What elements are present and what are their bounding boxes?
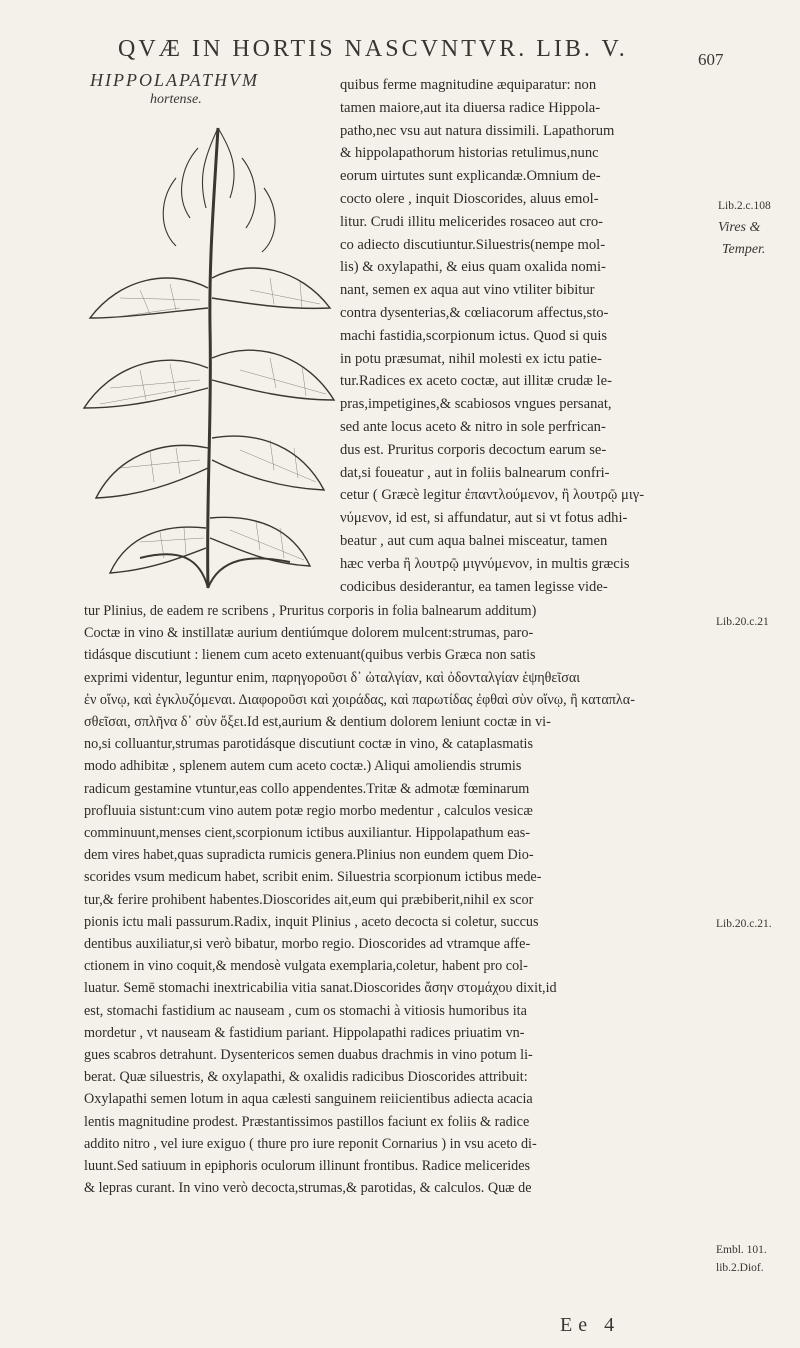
text-line: sed ante locus aceto & nitro in sole perfrican- bbox=[340, 418, 606, 435]
text-line: σθεῖσαι, σπλῆνα δ᾽ σὺν ὄξει.Id est,aurium & dentium dolorem leniunt coctæ in vi- bbox=[84, 714, 551, 731]
margin-note-vires: Vires & bbox=[718, 220, 761, 235]
text-line: νύμενον, id est, si affundatur, aut si vt fotus adhi- bbox=[340, 510, 628, 527]
text-line: berat. Quæ siluestris, & oxylapathi, & oxalidis radicibus Dioscorides attribuit: bbox=[84, 1069, 528, 1086]
margin-note-reference: lib.2.Diof. bbox=[716, 1262, 764, 1274]
page-number: 607 bbox=[698, 50, 724, 69]
text-line: tidásque discutiunt : lienem cum aceto extenuant(quibus verbis Græca non satis bbox=[84, 647, 536, 664]
text-line: dat,si foueatur , aut in foliis balnearum confri- bbox=[340, 464, 610, 481]
margin-note-reference: Lib.20.c.21 bbox=[716, 616, 769, 628]
text-line: addito nitro , vel iure exiguo ( thure pro iure reponit Cornarius ) in vsu aceto di- bbox=[84, 1135, 537, 1152]
text-line: & hippolapathorum historias retulimus,nunc bbox=[340, 145, 599, 162]
plant-title: HIPPOLAPATHVM bbox=[90, 70, 259, 90]
text-line: Coctæ in vino & instillatæ aurium dentiúmque dolorem mulcent:strumas, paro- bbox=[84, 625, 534, 642]
text-line: scorides vsum medicum habet, scribit enim. Siluestria scorpionum ictibus mede- bbox=[84, 869, 542, 886]
text-line: pionis ictu mali passurum.Radix, inquit Plinius , aceto decocta si coletur, succus bbox=[84, 913, 539, 930]
text-line: cetur ( Græcè legitur ἐπαντλούμενον, ἢ λουτρῷ μιγ- bbox=[340, 487, 645, 504]
text-line: litur. Crudi illitu melicerides rosaceo aut cro- bbox=[340, 213, 604, 230]
text-line: & lepras curant. In vino verò decocta,strumas,& parotidas, & calculos. Quæ de bbox=[84, 1180, 532, 1197]
text-line: in potu præsumat, nihil molesti ex ictu patie- bbox=[340, 350, 602, 367]
running-head: QVÆ IN HORTIS NASCVNTVR. LIB. V. bbox=[118, 36, 628, 62]
text-line: radicum gestamine vtuntur,eas collo appendentes.Tritæ & admotæ fœminarum bbox=[84, 780, 530, 797]
text-line: tamen maiore,aut ita diuersa radice Hippola- bbox=[340, 99, 601, 116]
text-line: cocto olere , inquit Dioscorides, aluus emol- bbox=[340, 190, 599, 207]
text-line: lis) & oxylapathi, & eius quam oxalida nomi- bbox=[340, 259, 606, 276]
text-line: comminuunt,menses cient,scorpionum ictibus auxiliantur. Hippolapathum eas- bbox=[84, 825, 531, 842]
text-line: tur,& ferire prohibent habentes.Dioscorides ait,eum qui præbiberit,nihil ex scor bbox=[84, 891, 534, 908]
column-text-beside-illustration bbox=[340, 74, 710, 598]
margin-note-reference: Embl. 101. bbox=[716, 1244, 767, 1256]
margin-note-reference: Lib.20.c.21. bbox=[716, 918, 772, 930]
text-line: pras,impetigines,& scabiosos vngues persanat, bbox=[340, 396, 612, 413]
text-line: gues scabros detrahunt. Dysentericos semen duabus drachmis in vino potum li- bbox=[84, 1047, 533, 1064]
text-line: ἐν οἴνῳ, καὶ ἐγκλυζόμεναι. Διαφοροῦσι καὶ χοιράδας, καὶ παρωτίδας ἐφθαὶ σὺν οἴνῳ, ἢ καταπλα- bbox=[84, 691, 635, 708]
plant-subtitle: hortense. bbox=[150, 92, 202, 107]
text-line: profluuia sistunt:cum vino autem potæ regio morbo medentur , calculos vesicæ bbox=[84, 802, 533, 819]
text-line: machi fastidia,scorpionum ictus. Quod si quis bbox=[340, 327, 608, 344]
column-text-full-width bbox=[84, 600, 710, 1199]
text-line: tur Plinius, de eadem re scribens , Pruritus corporis in folia balnearum additum) bbox=[84, 603, 537, 619]
text-line: dentibus auxiliatur,si verò bibatur, morbo regio. Dioscorides ad vtramque affe- bbox=[84, 936, 531, 953]
text-line: exprimi videntur, leguntur enim, παρηγοροῦσι δ᾽ ὠταλγίαν, καὶ ὀδονταλγίαν ἑψηθεῖσαι bbox=[84, 669, 581, 686]
text-line: lentis magnitudine prodest. Præstantissimos pastillos faciunt ex foliis & radice bbox=[84, 1113, 530, 1130]
text-line: contra dysenterias,& cœliacorum affectus,sto- bbox=[340, 304, 609, 321]
text-line: beatur , aut cum aqua balnei misceatur, tamen bbox=[340, 532, 608, 549]
text-line: no,si colluantur,strumas parotidásque discutiunt coctæ in vino, & cataplasmatis bbox=[84, 736, 534, 753]
text-line: dem vires habet,quas supradicta rumicis genera.Plinius non eundem quem Dio- bbox=[84, 847, 534, 864]
text-line: codicibus desiderantur, ea tamen legisse vide- bbox=[340, 578, 608, 595]
text-line: luatur. Semē stomachi inextricabilia vitia sanat.Dioscorides ἄσην στομάχου dixit,id bbox=[84, 980, 557, 997]
text-line: quibus ferme magnitudine æquiparatur: non bbox=[340, 77, 597, 93]
text-line: dus est. Pruritus corporis decoctum earum se- bbox=[340, 441, 607, 458]
text-line: tur.Radices ex aceto coctæ, aut illitæ crudæ le- bbox=[340, 373, 612, 390]
text-line: patho,nec vsu aut natura dissimili. Lapathorum bbox=[340, 122, 615, 139]
text-line: hæc verba ἢ λουτρῷ μιγνύμενον, in multis græcis bbox=[340, 555, 630, 572]
text-line: Oxylapathi semen lotum in aqua cælesti sanguinem reiicientibus adiecta acacia bbox=[84, 1091, 533, 1108]
text-line: est, stomachi fastidium ac nauseam , cum os stomachi à vitiosis humoribus ita bbox=[84, 1002, 527, 1019]
text-line: mordetur , vt nauseam & fastidium pariant. Hippolapathi radices priuatim vn- bbox=[84, 1024, 525, 1041]
signature-mark: Ee 4 bbox=[560, 1314, 621, 1336]
margin-note-reference: Lib.2.c.108 bbox=[718, 200, 771, 212]
text-line: nant, semen ex aqua aut vino vtiliter bibitur bbox=[340, 282, 595, 299]
text-line: co adiecto discutiuntur.Siluestris(nempe mol- bbox=[340, 236, 606, 253]
text-line: modo adhibitæ , splenem autem cum aceto coctæ.) Aliqui amoliendis strumis bbox=[84, 758, 522, 775]
margin-note-temper: Temper. bbox=[722, 242, 766, 257]
text-line: luunt.Sed satiuum in epiphoris oculorum illinunt frontibus. Radice melicerides bbox=[84, 1158, 531, 1175]
text-line: ctionem in vino coquit,& mendosè vulgata exemplaria,coletur, habent pro col- bbox=[84, 958, 528, 975]
text-line: eorum uirtutes sunt explicandæ.Omnium de- bbox=[340, 168, 601, 185]
plant-woodcut-illustration bbox=[80, 118, 338, 600]
